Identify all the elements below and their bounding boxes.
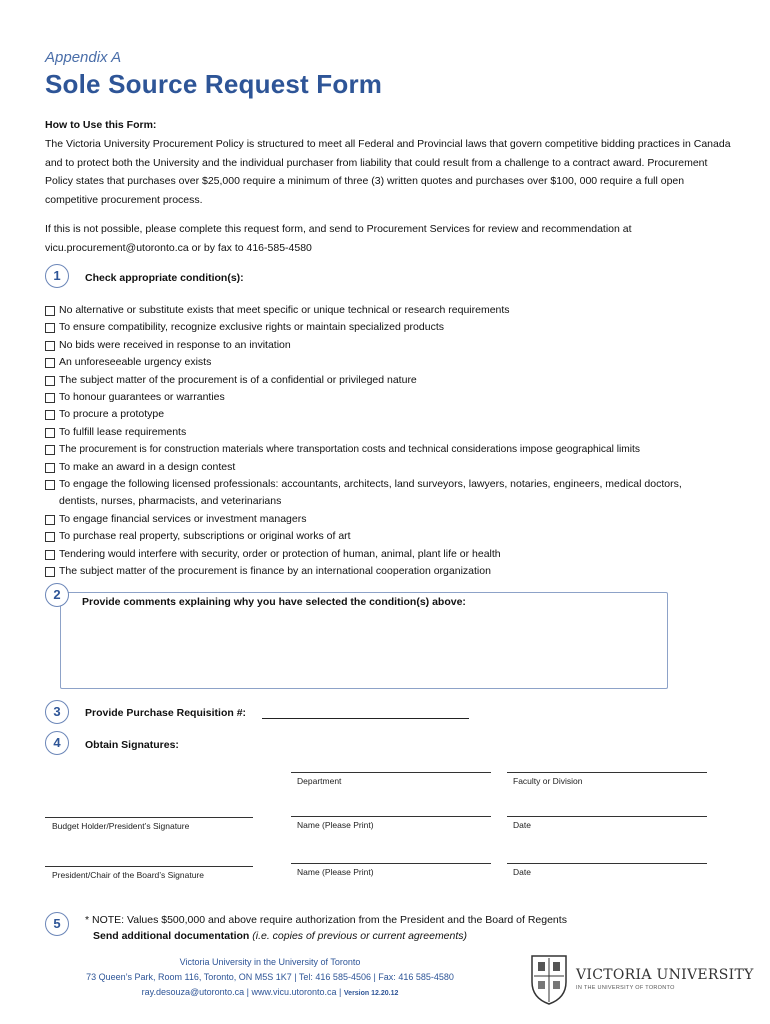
name-print-caption-2: Name (Please Print) bbox=[297, 867, 374, 877]
step-3-badge: 3 bbox=[45, 700, 69, 724]
section-2-label: Provide comments explaining why you have selected the condition(s) above: bbox=[82, 596, 466, 608]
section-1-label: Check appropriate condition(s): bbox=[85, 272, 244, 284]
condition-item[interactable]: No alternative or substitute exists that meet specific or unique technical or research requirements bbox=[45, 302, 745, 319]
checkbox[interactable] bbox=[45, 376, 55, 386]
date-field-2[interactable] bbox=[507, 863, 707, 864]
name-print-caption-1: Name (Please Print) bbox=[297, 820, 374, 830]
condition-item[interactable]: The subject matter of the procurement is of a confidential or privileged nature bbox=[45, 372, 745, 389]
date-field-1[interactable] bbox=[507, 816, 707, 817]
budget-holder-signature-field[interactable] bbox=[45, 817, 253, 818]
date-caption-2: Date bbox=[513, 867, 531, 877]
logo-subtitle: IN THE UNIVERSITY OF TORONTO bbox=[576, 985, 675, 991]
university-crest-icon bbox=[528, 952, 570, 1006]
condition-item[interactable]: No bids were received in response to an invitation bbox=[45, 337, 745, 354]
step-5-badge: 5 bbox=[45, 912, 69, 936]
section-4-label: Obtain Signatures: bbox=[85, 739, 179, 751]
checkbox[interactable] bbox=[45, 532, 55, 542]
howto-heading: How to Use this Form: bbox=[45, 119, 157, 131]
checkbox[interactable] bbox=[45, 306, 55, 316]
requisition-number-field[interactable] bbox=[262, 717, 469, 719]
checkbox[interactable] bbox=[45, 515, 55, 525]
checkbox[interactable] bbox=[45, 358, 55, 368]
version-label: Version 12.20.12 bbox=[343, 990, 399, 997]
condition-item[interactable]: To honour guarantees or warranties bbox=[45, 389, 745, 406]
step-2-badge: 2 bbox=[45, 583, 69, 607]
logo-wordmark: VICTORIA UNIVERSITY bbox=[576, 967, 754, 983]
note-line-2 bbox=[85, 928, 567, 944]
note-block bbox=[85, 912, 567, 944]
condition-item[interactable]: To engage financial services or investment managers bbox=[45, 511, 745, 528]
chair-caption: President/Chair of the Board’s Signature bbox=[52, 870, 204, 880]
note-line: * NOTE: Values $500,000 and above require authorization from the President and the Board of Regents bbox=[85, 914, 567, 926]
checkbox[interactable] bbox=[45, 428, 55, 438]
step-1-badge: 1 bbox=[45, 264, 69, 288]
budget-holder-caption: Budget Holder/President’s Signature bbox=[52, 821, 190, 831]
checkbox[interactable] bbox=[45, 341, 55, 351]
intro-paragraph: The Victoria University Procurement Policy is structured to meet all Federal and Provincial laws that govern competitive bidding practices in Canada and to protect both the University and the individual purchaser from liability that could result from a challenge to a contract award. Procurement Policy states that purchases over $25,000 require a minimum of three (3) written quotes and purchases over $100, 000 require a full open competitive procurement process. bbox=[45, 138, 731, 206]
checkbox[interactable] bbox=[45, 410, 55, 420]
condition-list bbox=[45, 302, 745, 581]
note-italic: (i.e. copies of previous or current agreements) bbox=[252, 930, 468, 942]
checkbox[interactable] bbox=[45, 463, 55, 473]
footer-line-2: 73 Queen’s Park, Room 116, Toronto, ON M5S 1K7 | Tel: 416 585-4506 | Fax: 416 585-4580 bbox=[86, 972, 454, 982]
condition-item[interactable]: To procure a prototype bbox=[45, 406, 745, 423]
condition-item[interactable]: To make an award in a design contest bbox=[45, 459, 745, 476]
checkbox[interactable] bbox=[45, 550, 55, 560]
checkbox[interactable] bbox=[45, 567, 55, 577]
faculty-field[interactable] bbox=[507, 772, 707, 773]
checkbox[interactable] bbox=[45, 480, 55, 490]
checkbox[interactable] bbox=[45, 445, 55, 455]
checkbox[interactable] bbox=[45, 323, 55, 333]
condition-item[interactable]: To engage the following licensed professionals: accountants, architects, land surveyors, lawyers, notaries, engineers, medical doctors, dentists, nurses, pharmacists, and veterinarians bbox=[45, 476, 745, 511]
page-title: Sole Source Request Form bbox=[45, 69, 383, 99]
name-print-field-1[interactable] bbox=[291, 816, 491, 817]
condition-item[interactable]: Tendering would interfere with security, order or protection of human, animal, plant life or health bbox=[45, 546, 745, 563]
checkbox[interactable] bbox=[45, 393, 55, 403]
condition-item[interactable]: An unforeseeable urgency exists bbox=[45, 354, 745, 371]
step-4-badge: 4 bbox=[45, 731, 69, 755]
name-print-field-2[interactable] bbox=[291, 863, 491, 864]
section-3-label: Provide Purchase Requisition #: bbox=[85, 707, 247, 719]
condition-item[interactable]: The subject matter of the procurement is finance by an international cooperation organization bbox=[45, 563, 745, 580]
footer-line-1: Victoria University in the University of Toronto bbox=[179, 957, 361, 967]
department-field[interactable] bbox=[291, 772, 491, 773]
condition-item[interactable]: To ensure compatibility, recognize exclusive rights or maintain specialized products bbox=[45, 319, 745, 336]
condition-item[interactable]: To purchase real property, subscriptions or original works of art bbox=[45, 528, 745, 545]
faculty-caption: Faculty or Division bbox=[513, 776, 583, 786]
footer bbox=[40, 955, 500, 1001]
instructions-paragraph: If this is not possible, please complete this request form, and send to Procurement Services for review and recommendation at vicu.procurement@utoronto.ca or by fax to 416-585-4580 bbox=[45, 223, 632, 254]
condition-item[interactable]: The procurement is for construction materials where transportation costs and technical considerations impose geographical limits bbox=[45, 441, 745, 458]
appendix-label: Appendix A bbox=[45, 49, 122, 66]
date-caption-1: Date bbox=[513, 820, 531, 830]
chair-signature-field[interactable] bbox=[45, 866, 253, 867]
condition-item[interactable]: To fulfill lease requirements bbox=[45, 424, 745, 441]
note-bold: Send additional documentation bbox=[93, 930, 250, 942]
footer-line-3: ray.desouza@utoronto.ca | www.vicu.utoronto.ca | Version 12.20.12 bbox=[141, 987, 399, 997]
department-caption: Department bbox=[297, 776, 342, 786]
